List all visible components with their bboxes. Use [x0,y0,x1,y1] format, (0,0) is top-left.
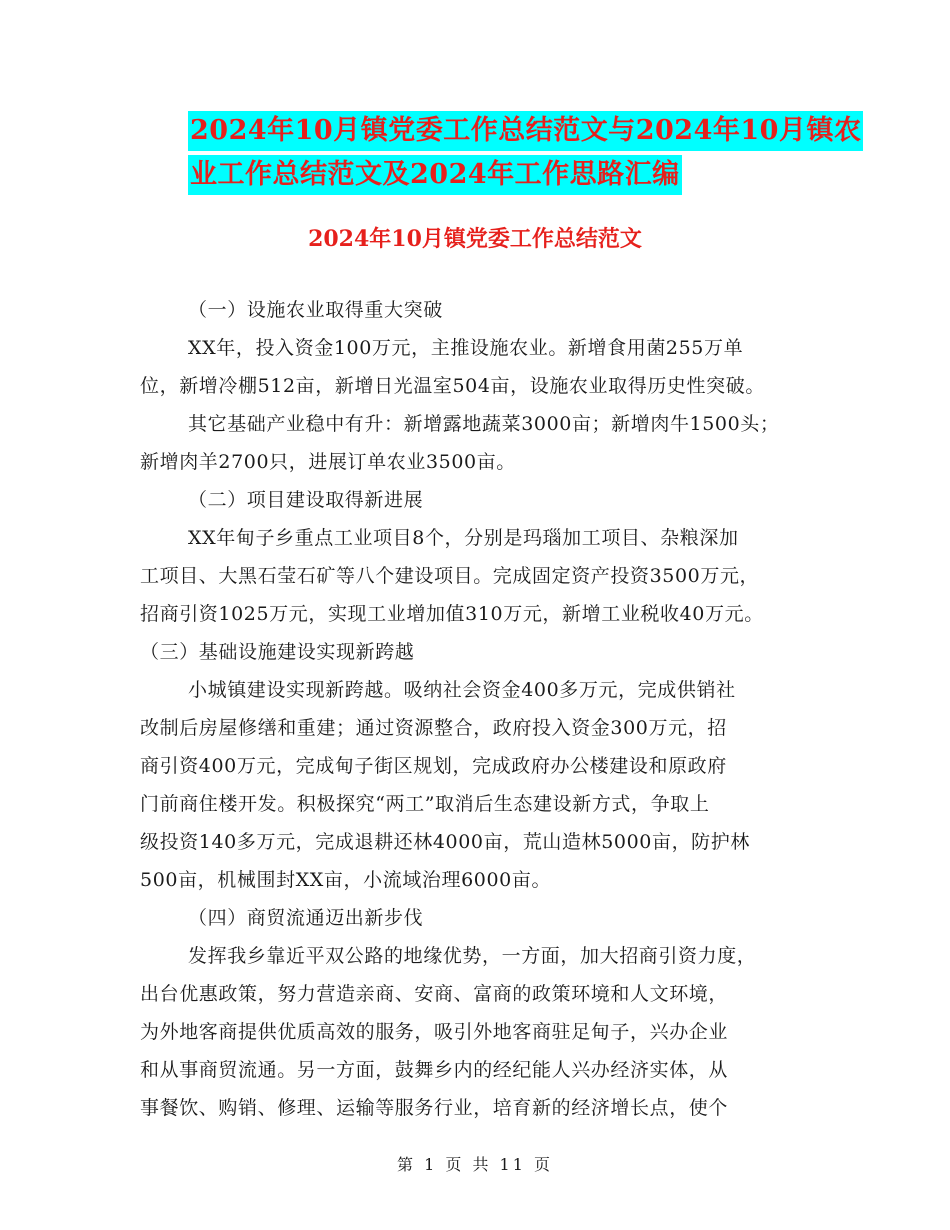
paragraph-line: 工项目、大黑石莹石矿等八个建设项目。完成固定资产投资3500万元， [140,565,760,587]
paragraph-line: 招商引资1025万元，实现工业增加值310万元，新增工业税收40万元。 [140,603,764,625]
paragraph-line: XX年甸子乡重点工业项目8个，分别是玛瑙加工项目、杂粮深加 [188,527,739,549]
paragraph-line: 商引资400万元，完成甸子街区规划，完成政府办公楼建设和原政府 [140,755,727,777]
paragraph-line: 门前商住楼开发。积极探究“两工”取消后生态建设新方式，争取上 [140,793,710,815]
paragraph-line: 出台优惠政策，努力营造亲商、安商、富商的政策环境和人文环境， [140,983,729,1005]
paragraph-line: 级投资140多万元，完成退耕还林4000亩，荒山造林5000亩，防护林 [140,831,750,853]
heading-1: （一）设施农业取得重大突破 [188,299,443,321]
paragraph-line: XX年，投入资金100万元，主推设施农业。新增食用菌255万单 [188,337,744,359]
page-number-footer: 第 1 页 共 11 页 [397,1155,553,1174]
paragraph-line: 事餐饮、购销、修理、运输等服务行业，培育新的经济增长点，使个 [140,1097,729,1119]
paragraph-line: 为外地客商提供优质高效的服务，吸引外地客商驻足甸子，兴办企业 [140,1021,729,1043]
paragraph-line: 其它基础产业稳中有升：新增露地蔬菜3000亩；新增肉牛1500头； [188,413,780,435]
paragraph-line: 位，新增冷棚512亩，新增日光温室504亩，设施农业取得历史性突破。 [140,375,765,397]
paragraph-line: 改制后房屋修缮和重建；通过资源整合，政府投入资金300万元，招 [140,717,727,739]
heading-4: （四）商贸流通迈出新步伐 [188,907,424,929]
paragraph-line: 500亩，机械围封XX亩，小流域治理6000亩。 [140,869,552,891]
document-title-line-2: 业工作总结范文及2024年工作思路汇编 [188,155,682,195]
paragraph-line: 发挥我乡靠近平双公路的地缘优势，一方面，加大招商引资力度， [188,945,757,967]
document-title-line-1: 2024年10月镇党委工作总结范文与2024年10月镇农 [188,111,863,151]
paragraph-line: 新增肉羊2700只，进展订单农业3500亩。 [140,451,516,473]
section-title: 2024年10月镇党委工作总结范文 [308,226,642,252]
paragraph-line: 和从事商贸流通。另一方面，鼓舞乡内的经纪能人兴办经济实体，从 [140,1059,729,1081]
heading-2: （二）项目建设取得新进展 [188,489,424,511]
paragraph-line: 小城镇建设实现新跨越。吸纳社会资金400多万元，完成供销社 [188,679,736,701]
heading-3: （三）基础设施建设实现新跨越 [140,641,415,663]
